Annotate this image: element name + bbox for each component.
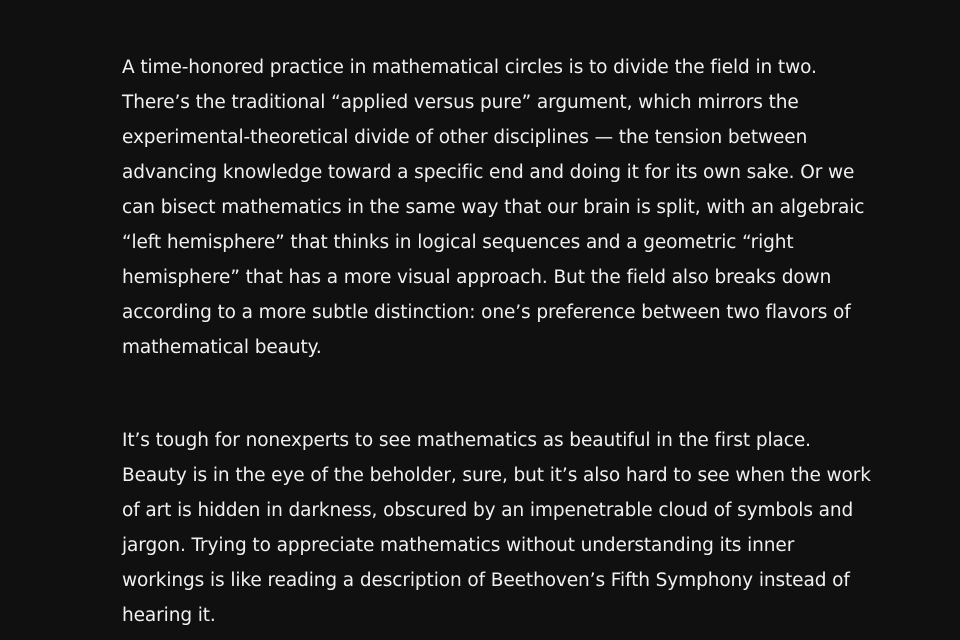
- paragraph-line: There’s the traditional “applied versus pure” argument, which mirrors the: [122, 92, 799, 113]
- paragraph-line: hemisphere” that has a more visual approach. But the field also breaks down: [122, 267, 832, 288]
- paragraph-line: hearing it.: [122, 605, 216, 626]
- paragraph-line: workings is like reading a description of Beethoven’s Fifth Symphony instead of: [122, 570, 850, 591]
- paragraph-line: experimental-theoretical divide of other disciplines — the tension between: [122, 127, 808, 148]
- paragraph-line: mathematical beauty.: [122, 337, 322, 358]
- paragraph-line: It’s tough for nonexperts to see mathematics as beautiful in the first place.: [122, 430, 811, 451]
- paragraph-line: “left hemisphere” that thinks in logical sequences and a geometric “right: [122, 232, 794, 253]
- paragraph-line: A time-honored practice in mathematical circles is to divide the field in two.: [122, 57, 817, 78]
- paragraph-line: jargon. Trying to appreciate mathematics without understanding its inner: [122, 535, 795, 556]
- paragraph-line: advancing knowledge toward a specific end and doing it for its own sake. Or we: [122, 162, 855, 183]
- article-paragraph: [122, 423, 871, 633]
- paragraph-line: according to a more subtle distinction: one’s preference between two flavors of: [122, 302, 851, 323]
- paragraph-line: Beauty is in the eye of the beholder, sure, but it’s also hard to see when the work: [122, 465, 871, 486]
- paragraph-line: of art is hidden in darkness, obscured by an impenetrable cloud of symbols and: [122, 500, 854, 521]
- paragraph-line: can bisect mathematics in the same way that our brain is split, with an algebraic: [122, 197, 865, 218]
- article-paragraph: [122, 50, 865, 365]
